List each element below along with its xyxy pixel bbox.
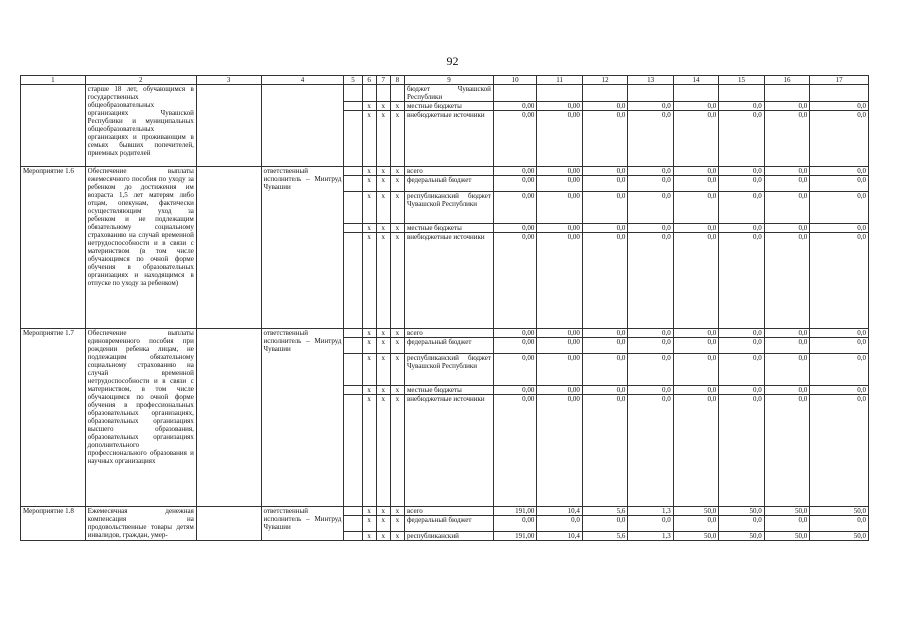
amount-cell: 0,0 bbox=[628, 167, 673, 176]
amount-cell: 0,0 bbox=[764, 111, 809, 167]
amount-cell: 50,0 bbox=[810, 507, 869, 516]
code-marker: x bbox=[376, 111, 390, 167]
amount-cell: 0,0 bbox=[673, 329, 718, 338]
event-id bbox=[21, 85, 86, 167]
header-row bbox=[21, 76, 869, 85]
code-marker: x bbox=[390, 233, 404, 329]
amount-cell: 0,0 bbox=[673, 192, 718, 224]
amount-cell: 0,00 bbox=[493, 102, 536, 111]
amount-cell: 50,0 bbox=[719, 507, 764, 516]
funding-source: федеральный бюджет bbox=[405, 338, 494, 354]
event-id: Мероприятие 1.6 bbox=[21, 167, 86, 329]
amount-cell: 0,0 bbox=[673, 102, 718, 111]
code-marker: x bbox=[376, 338, 390, 354]
col-header: 3 bbox=[196, 76, 261, 85]
amount-cell: 0,0 bbox=[582, 192, 627, 224]
code-marker: x bbox=[376, 176, 390, 192]
page-number: 92 bbox=[446, 54, 459, 68]
empty-cell bbox=[344, 395, 362, 507]
amount-cell: 5,6 bbox=[582, 507, 627, 516]
code-marker: x bbox=[362, 338, 376, 354]
amount-cell bbox=[582, 85, 627, 102]
amount-cell: 0,00 bbox=[537, 224, 582, 233]
amount-cell: 0,0 bbox=[628, 329, 673, 338]
amount-cell: 0,0 bbox=[628, 516, 673, 532]
empty-cell bbox=[344, 386, 362, 395]
code-marker: x bbox=[390, 507, 404, 516]
amount-cell: 1,3 bbox=[628, 532, 673, 541]
amount-cell: 0,0 bbox=[719, 224, 764, 233]
empty-cell bbox=[196, 329, 261, 507]
amount-cell: 0,0 bbox=[764, 516, 809, 532]
amount-cell: 0,0 bbox=[537, 516, 582, 532]
col-header: 4 bbox=[261, 76, 344, 85]
empty-cell bbox=[344, 167, 362, 176]
empty-cell bbox=[344, 338, 362, 354]
amount-cell bbox=[673, 85, 718, 102]
amount-cell: 0,00 bbox=[493, 338, 536, 354]
amount-cell: 0,0 bbox=[582, 329, 627, 338]
table-body bbox=[21, 85, 869, 541]
funding-source: федеральный бюджет bbox=[405, 176, 494, 192]
col-header: 15 bbox=[719, 76, 764, 85]
amount-cell: 0,00 bbox=[537, 192, 582, 224]
amount-cell: 0,00 bbox=[493, 516, 536, 532]
code-marker: x bbox=[362, 532, 376, 541]
event-id: Мероприятие 1.8 bbox=[21, 507, 86, 541]
amount-cell: 0,0 bbox=[810, 516, 869, 532]
amount-cell bbox=[537, 85, 582, 102]
code-marker: x bbox=[390, 395, 404, 507]
code-marker: x bbox=[390, 192, 404, 224]
empty-cell bbox=[344, 507, 362, 516]
amount-cell: 50,0 bbox=[673, 532, 718, 541]
executor: ответственный исполнитель – Минтруд Чувашии bbox=[261, 167, 344, 329]
amount-cell: 0,0 bbox=[719, 338, 764, 354]
amount-cell: 0,00 bbox=[537, 102, 582, 111]
code-marker: x bbox=[362, 224, 376, 233]
amount-cell: 50,0 bbox=[673, 507, 718, 516]
amount-cell: 0,0 bbox=[673, 233, 718, 329]
amount-cell: 0,00 bbox=[537, 176, 582, 192]
amount-cell bbox=[810, 85, 869, 102]
code-marker: x bbox=[390, 516, 404, 532]
col-header: 6 bbox=[362, 76, 376, 85]
amount-cell: 0,00 bbox=[537, 338, 582, 354]
amount-cell: 0,0 bbox=[582, 167, 627, 176]
code-marker: x bbox=[362, 233, 376, 329]
col-header: 14 bbox=[673, 76, 718, 85]
code-marker: x bbox=[362, 329, 376, 338]
executor bbox=[261, 85, 344, 167]
empty-cell bbox=[344, 532, 362, 541]
amount-cell: 0,0 bbox=[764, 224, 809, 233]
amount-cell: 0,00 bbox=[493, 111, 536, 167]
amount-cell: 191,00 bbox=[493, 507, 536, 516]
amount-cell: 0,0 bbox=[719, 192, 764, 224]
code-marker: x bbox=[362, 176, 376, 192]
amount-cell: 0,00 bbox=[493, 224, 536, 233]
amount-cell: 0,0 bbox=[628, 102, 673, 111]
code-marker: x bbox=[362, 507, 376, 516]
amount-cell: 0,0 bbox=[719, 176, 764, 192]
amount-cell: 1,3 bbox=[628, 507, 673, 516]
code-marker bbox=[376, 85, 390, 102]
amount-cell: 50,0 bbox=[719, 532, 764, 541]
amount-cell: 0,0 bbox=[673, 354, 718, 386]
col-header: 16 bbox=[764, 76, 809, 85]
amount-cell: 0,0 bbox=[719, 111, 764, 167]
empty-cell bbox=[344, 176, 362, 192]
amount-cell: 0,00 bbox=[537, 329, 582, 338]
amount-cell: 0,0 bbox=[719, 102, 764, 111]
empty-cell bbox=[344, 224, 362, 233]
funding-source: внебюджетные источники bbox=[405, 395, 494, 507]
executor: ответственный исполнитель – Минтруд Чувашии bbox=[261, 329, 344, 507]
table-row bbox=[21, 85, 869, 102]
col-header: 10 bbox=[493, 76, 536, 85]
col-header: 12 bbox=[582, 76, 627, 85]
amount-cell: 0,0 bbox=[582, 102, 627, 111]
amount-cell: 0,0 bbox=[582, 338, 627, 354]
amount-cell bbox=[628, 85, 673, 102]
amount-cell: 0,00 bbox=[537, 354, 582, 386]
amount-cell: 0,0 bbox=[810, 224, 869, 233]
amount-cell: 0,0 bbox=[810, 111, 869, 167]
amount-cell: 0,00 bbox=[493, 386, 536, 395]
code-marker: x bbox=[390, 224, 404, 233]
amount-cell: 0,0 bbox=[764, 233, 809, 329]
code-marker: x bbox=[390, 532, 404, 541]
empty-cell bbox=[344, 192, 362, 224]
amount-cell: 0,0 bbox=[673, 224, 718, 233]
amount-cell: 0,0 bbox=[628, 176, 673, 192]
code-marker: x bbox=[390, 102, 404, 111]
code-marker: x bbox=[376, 532, 390, 541]
amount-cell: 10,4 bbox=[537, 507, 582, 516]
amount-cell: 0,0 bbox=[582, 516, 627, 532]
code-marker: x bbox=[376, 507, 390, 516]
empty-cell bbox=[196, 167, 261, 329]
amount-cell: 0,0 bbox=[764, 102, 809, 111]
empty-cell bbox=[196, 85, 261, 167]
amount-cell: 0,0 bbox=[719, 329, 764, 338]
amount-cell: 0,0 bbox=[582, 354, 627, 386]
amount-cell: 0,0 bbox=[810, 395, 869, 507]
col-header: 9 bbox=[405, 76, 494, 85]
amount-cell: 0,0 bbox=[764, 329, 809, 338]
event-description: старше 18 лет, обучающимся в государственных общеобразовательных организациях Чувашской Республики и муниципальных общеобразовательных организациях и проживающим в семьях бывших попечителей, приемных родителей bbox=[85, 85, 196, 167]
amount-cell: 0,0 bbox=[673, 338, 718, 354]
amount-cell: 0,0 bbox=[628, 338, 673, 354]
program-table bbox=[20, 75, 869, 541]
table-row bbox=[21, 329, 869, 338]
code-marker: x bbox=[376, 192, 390, 224]
amount-cell: 0,0 bbox=[673, 395, 718, 507]
amount-cell: 0,0 bbox=[810, 102, 869, 111]
amount-cell: 0,00 bbox=[493, 167, 536, 176]
event-id: Мероприятие 1.7 bbox=[21, 329, 86, 507]
code-marker: x bbox=[376, 233, 390, 329]
code-marker: x bbox=[390, 354, 404, 386]
amount-cell: 0,0 bbox=[628, 233, 673, 329]
code-marker: x bbox=[390, 338, 404, 354]
code-marker: x bbox=[376, 386, 390, 395]
amount-cell: 0,00 bbox=[493, 176, 536, 192]
amount-cell: 0,0 bbox=[764, 192, 809, 224]
amount-cell: 0,0 bbox=[673, 516, 718, 532]
col-header: 7 bbox=[376, 76, 390, 85]
amount-cell: 0,0 bbox=[719, 354, 764, 386]
code-marker: x bbox=[362, 516, 376, 532]
amount-cell: 0,0 bbox=[628, 395, 673, 507]
funding-source: местные бюджеты bbox=[405, 102, 494, 111]
code-marker: x bbox=[362, 102, 376, 111]
amount-cell: 0,0 bbox=[673, 167, 718, 176]
amount-cell: 10,4 bbox=[537, 532, 582, 541]
col-header: 11 bbox=[537, 76, 582, 85]
code-marker: x bbox=[376, 516, 390, 532]
amount-cell: 0,0 bbox=[764, 395, 809, 507]
amount-cell: 0,0 bbox=[582, 224, 627, 233]
code-marker: x bbox=[362, 395, 376, 507]
amount-cell: 0,0 bbox=[628, 111, 673, 167]
table-row bbox=[21, 167, 869, 176]
empty-cell bbox=[344, 329, 362, 338]
amount-cell: 0,00 bbox=[493, 233, 536, 329]
code-marker: x bbox=[362, 386, 376, 395]
event-description: Ежемесячная денежная компенсация на продовольственные товары детям инвалидов, граждан, умер- bbox=[85, 507, 196, 541]
amount-cell: 0,0 bbox=[582, 386, 627, 395]
col-header: 8 bbox=[390, 76, 404, 85]
event-description: Обеспечение выплаты единовременного пособия при рождении ребенка лицам, не подлежащим обязательному социальному страхованию на случай временной нетрудоспособности и в связи с материнством, в том числе обучающимся по очной форме обучения в профессиональных образовательных организациях, образовательных организациях высшего образования, образовательных организациях дополнительного профессионального образования и научных организациях bbox=[85, 329, 196, 507]
amount-cell: 0,0 bbox=[810, 386, 869, 395]
code-marker: x bbox=[376, 102, 390, 111]
amount-cell: 0,0 bbox=[764, 386, 809, 395]
amount-cell: 0,00 bbox=[537, 395, 582, 507]
code-marker: x bbox=[376, 329, 390, 338]
code-marker bbox=[362, 85, 376, 102]
empty-cell bbox=[344, 85, 362, 102]
amount-cell: 0,0 bbox=[719, 386, 764, 395]
code-marker: x bbox=[376, 354, 390, 386]
amount-cell: 0,0 bbox=[673, 176, 718, 192]
amount-cell bbox=[764, 85, 809, 102]
funding-source: бюджет Чувашской Республики bbox=[405, 85, 494, 102]
funding-source: всего bbox=[405, 329, 494, 338]
amount-cell: 0,0 bbox=[719, 516, 764, 532]
empty-cell bbox=[344, 111, 362, 167]
amount-cell: 0,0 bbox=[810, 233, 869, 329]
amount-cell bbox=[493, 85, 536, 102]
amount-cell: 0,0 bbox=[764, 354, 809, 386]
amount-cell: 0,00 bbox=[537, 167, 582, 176]
amount-cell: 191,00 bbox=[493, 532, 536, 541]
amount-cell: 50,0 bbox=[764, 532, 809, 541]
amount-cell: 5,6 bbox=[582, 532, 627, 541]
empty-cell bbox=[344, 233, 362, 329]
funding-source: внебюджетные источники bbox=[405, 111, 494, 167]
amount-cell: 0,0 bbox=[719, 167, 764, 176]
col-header: 17 bbox=[810, 76, 869, 85]
amount-cell: 0,0 bbox=[628, 354, 673, 386]
amount-cell: 0,0 bbox=[764, 167, 809, 176]
col-header: 2 bbox=[85, 76, 196, 85]
event-description: Обеспечение выплаты ежемесячного пособия по уходу за ребенком до достижения им возраста 1,5 лет матерям либо отцам, опекунам, фактически осуществляющим уход за ребенком и не подлежащим обязательному социальному страхованию на случай временной нетрудоспособности и в связи с материнством (в том числе обучающимся по очной форме обучения в образовательных организациях и находящимся в отпуске по уходу за ребенком) bbox=[85, 167, 196, 329]
amount-cell: 0,0 bbox=[810, 176, 869, 192]
code-marker: x bbox=[390, 329, 404, 338]
code-marker: x bbox=[362, 192, 376, 224]
code-marker: x bbox=[376, 224, 390, 233]
code-marker: x bbox=[362, 354, 376, 386]
col-header: 5 bbox=[344, 76, 362, 85]
amount-cell: 0,0 bbox=[719, 233, 764, 329]
funding-source: местные бюджеты bbox=[405, 224, 494, 233]
funding-source: всего bbox=[405, 507, 494, 516]
amount-cell: 0,00 bbox=[537, 386, 582, 395]
code-marker: x bbox=[390, 386, 404, 395]
funding-source: всего bbox=[405, 167, 494, 176]
code-marker: x bbox=[390, 176, 404, 192]
empty-cell bbox=[344, 516, 362, 532]
executor: ответственный исполнитель – Минтруд Чувашии bbox=[261, 507, 344, 541]
amount-cell: 0,0 bbox=[582, 233, 627, 329]
col-header: 13 bbox=[628, 76, 673, 85]
amount-cell: 0,0 bbox=[582, 111, 627, 167]
empty-cell bbox=[196, 507, 261, 541]
code-marker: x bbox=[362, 111, 376, 167]
col-header: 1 bbox=[21, 76, 86, 85]
amount-cell: 0,00 bbox=[493, 354, 536, 386]
amount-cell: 0,0 bbox=[810, 192, 869, 224]
amount-cell: 0,0 bbox=[764, 338, 809, 354]
code-marker: x bbox=[362, 167, 376, 176]
code-marker: x bbox=[390, 167, 404, 176]
amount-cell: 0,0 bbox=[628, 224, 673, 233]
amount-cell: 0,0 bbox=[719, 395, 764, 507]
amount-cell: 0,0 bbox=[628, 192, 673, 224]
amount-cell: 0,0 bbox=[673, 111, 718, 167]
funding-source: республиканский бюджет Чувашской Республики bbox=[405, 354, 494, 386]
code-marker bbox=[390, 85, 404, 102]
amount-cell: 50,0 bbox=[810, 532, 869, 541]
code-marker: x bbox=[390, 111, 404, 167]
amount-cell: 0,00 bbox=[537, 233, 582, 329]
amount-cell: 0,0 bbox=[764, 176, 809, 192]
amount-cell: 0,0 bbox=[582, 395, 627, 507]
amount-cell: 0,0 bbox=[810, 338, 869, 354]
code-marker: x bbox=[376, 395, 390, 507]
amount-cell: 0,0 bbox=[810, 167, 869, 176]
amount-cell: 0,0 bbox=[810, 354, 869, 386]
table-header bbox=[21, 76, 869, 85]
table-row bbox=[21, 507, 869, 516]
amount-cell: 0,00 bbox=[493, 192, 536, 224]
funding-source: федеральный бюджет bbox=[405, 516, 494, 532]
empty-cell bbox=[344, 102, 362, 111]
amount-cell: 0,00 bbox=[493, 329, 536, 338]
amount-cell: 0,0 bbox=[673, 386, 718, 395]
amount-cell: 50,0 bbox=[764, 507, 809, 516]
funding-source: республиканский bbox=[405, 532, 494, 541]
amount-cell: 0,0 bbox=[810, 329, 869, 338]
code-marker: x bbox=[376, 167, 390, 176]
funding-source: местные бюджеты bbox=[405, 386, 494, 395]
amount-cell: 0,00 bbox=[493, 395, 536, 507]
amount-cell: 0,00 bbox=[537, 111, 582, 167]
amount-cell: 0,0 bbox=[628, 386, 673, 395]
funding-source: республиканский бюджет Чувашской Республики bbox=[405, 192, 494, 224]
amount-cell: 0,0 bbox=[582, 176, 627, 192]
amount-cell bbox=[719, 85, 764, 102]
funding-source: внебюджетные источники bbox=[405, 233, 494, 329]
empty-cell bbox=[344, 354, 362, 386]
